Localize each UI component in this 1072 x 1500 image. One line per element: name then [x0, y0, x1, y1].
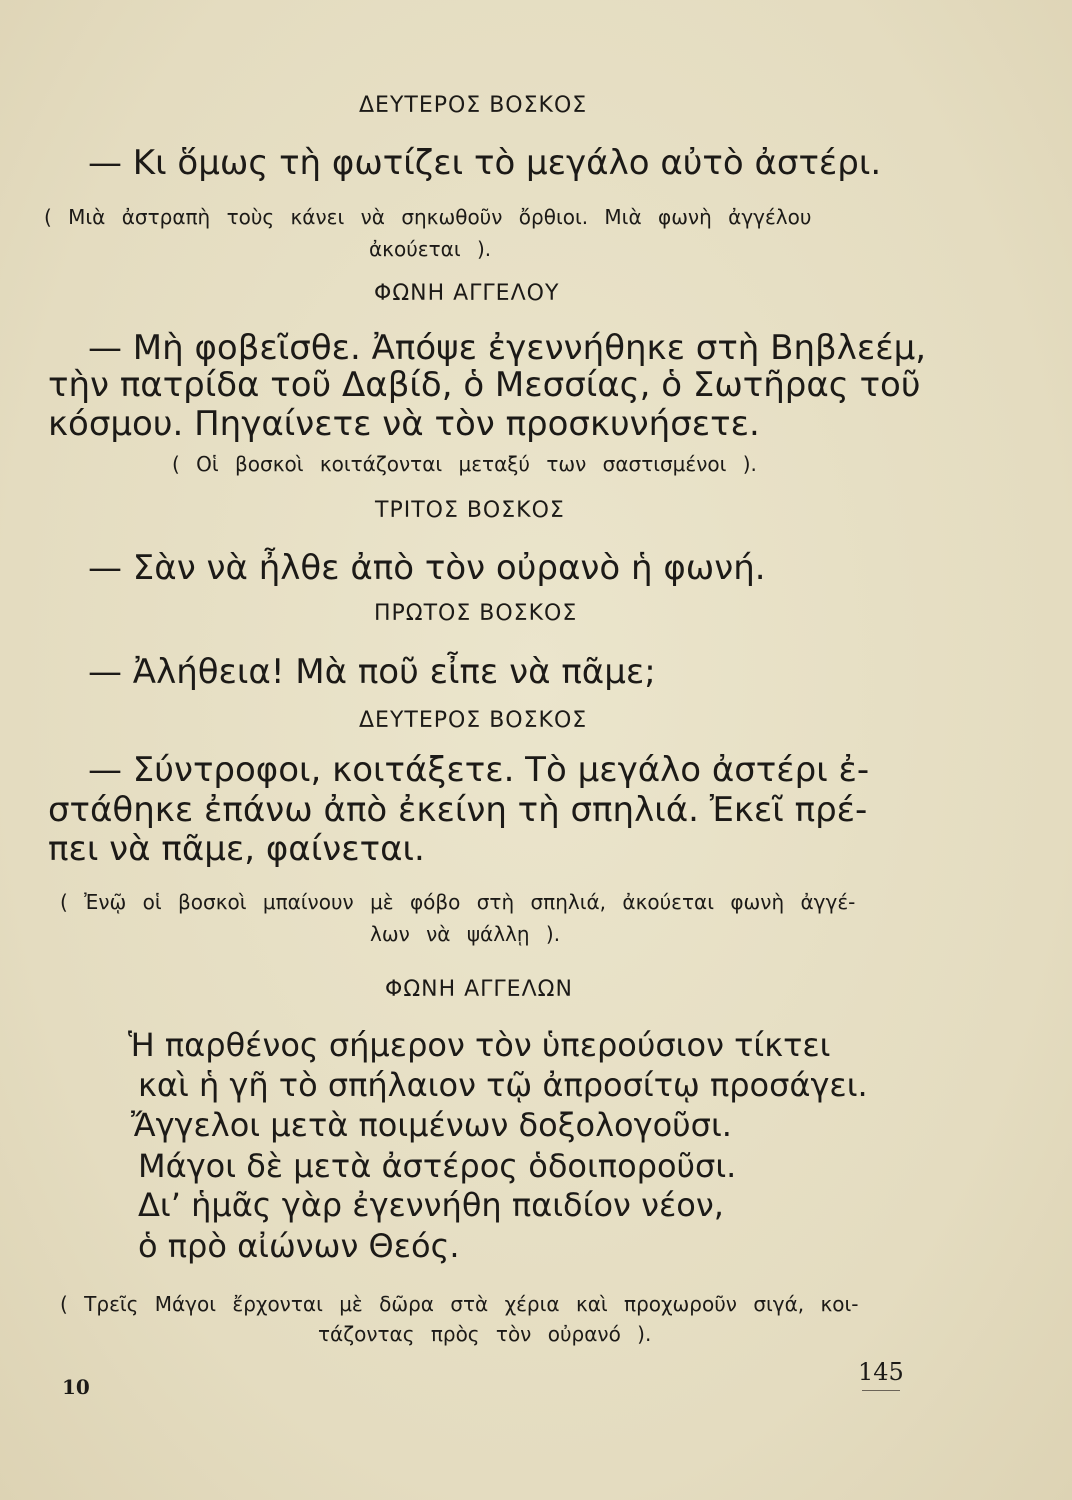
hymn-line: ὁ πρὸ αἰώνων Θεός.: [138, 1227, 460, 1265]
stage-direction: τάζοντας πρὸς τὸν οὐρανό ).: [318, 1322, 652, 1346]
speaker-heading: ΔΕΥΤΕΡΟΣ ΒΟΣΚΟΣ: [359, 708, 588, 733]
dialogue-line: κόσμου. Πηγαίνετε νὰ τὸν προσκυνήσετε.: [48, 404, 760, 444]
speaker-heading: ΔΕΥΤΕΡΟΣ ΒΟΣΚΟΣ: [359, 93, 588, 118]
stage-direction: ( Οἱ βοσκοὶ κοιτάζονται μεταξύ των σαστισμένοι ).: [172, 452, 757, 476]
stage-direction: ( Τρεῖς Μάγοι ἔρχονται μὲ δῶρα στὰ χέρια καὶ προχωροῦν σιγά, κοι-: [60, 1292, 859, 1316]
hymn-line: Δι’ ἡμᾶς γὰρ ἐγεννήθη παιδίον νέον,: [138, 1186, 724, 1224]
dialogue-line: — Σὰν νὰ ἦλθε ἀπὸ τὸν οὐρανὸ ἡ φωνή.: [88, 548, 766, 588]
dialogue-line: — Ἀλήθεια! Μὰ ποῦ εἶπε νὰ πᾶμε;: [88, 652, 656, 692]
page-number: 145: [858, 1358, 904, 1386]
speaker-heading: ΤΡΙΤΟΣ ΒΟΣΚΟΣ: [375, 498, 565, 523]
speaker-heading: ΦΩΝΗ ΑΓΓΕΛΩΝ: [385, 977, 573, 1002]
dialogue-line: πει νὰ πᾶμε, φαίνεται.: [48, 829, 425, 869]
dialogue-line: — Κι ὅμως τὴ φωτίζει τὸ μεγάλο αὐτὸ ἀστέρι.: [88, 143, 882, 183]
hymn-line: καὶ ἡ γῆ τὸ σπήλαιον τῷ ἀπροσίτῳ προσάγει.: [138, 1066, 868, 1104]
speaker-heading: ΠΡΩΤΟΣ ΒΟΣΚΟΣ: [374, 601, 578, 626]
stage-direction: ἀκούεται ).: [369, 237, 492, 261]
dialogue-line: — Μὴ φοβεῖσθε. Ἀπόψε ἐγεννήθηκε στὴ Βηβλεέμ,: [88, 328, 927, 368]
hymn-line: Ἡ παρθένος σήμερον τὸν ὑπερούσιον τίκτει: [128, 1026, 831, 1064]
signature-mark: 10: [62, 1375, 90, 1399]
hymn-line: Μάγοι δὲ μετὰ ἀστέρος ὁδοιποροῦσι.: [138, 1147, 737, 1185]
stage-direction: ( Ἐνῷ οἱ βοσκοὶ μπαίνουν μὲ φόβο στὴ σπηλιά, ἀκούεται φωνὴ ἀγγέ-: [60, 890, 856, 914]
dialogue-line: — Σύντροφοι, κοιτάξετε. Τὸ μεγάλο ἀστέρι ἐ-: [88, 750, 870, 790]
dialogue-line: στάθηκε ἐπάνω ἀπὸ ἐκείνη τὴ σπηλιά. Ἐκεῖ πρέ-: [48, 790, 868, 830]
speaker-heading: ΦΩΝΗ ΑΓΓΕΛΟΥ: [374, 281, 560, 306]
dialogue-line: τὴν πατρίδα τοῦ Δαβίδ, ὁ Μεσσίας, ὁ Σωτῆρας τοῦ: [48, 365, 921, 405]
hymn-line: Ἄγγελοι μετὰ ποιμένων δοξολογοῦσι.: [131, 1106, 732, 1144]
page-number-rule: [862, 1390, 900, 1391]
stage-direction: λων νὰ ψάλλῃ ).: [370, 922, 561, 946]
stage-direction: ( Μιὰ ἀστραπὴ τοὺς κάνει νὰ σηκωθοῦν ὄρθιοι. Μιὰ φωνὴ ἀγγέλου: [44, 205, 812, 229]
